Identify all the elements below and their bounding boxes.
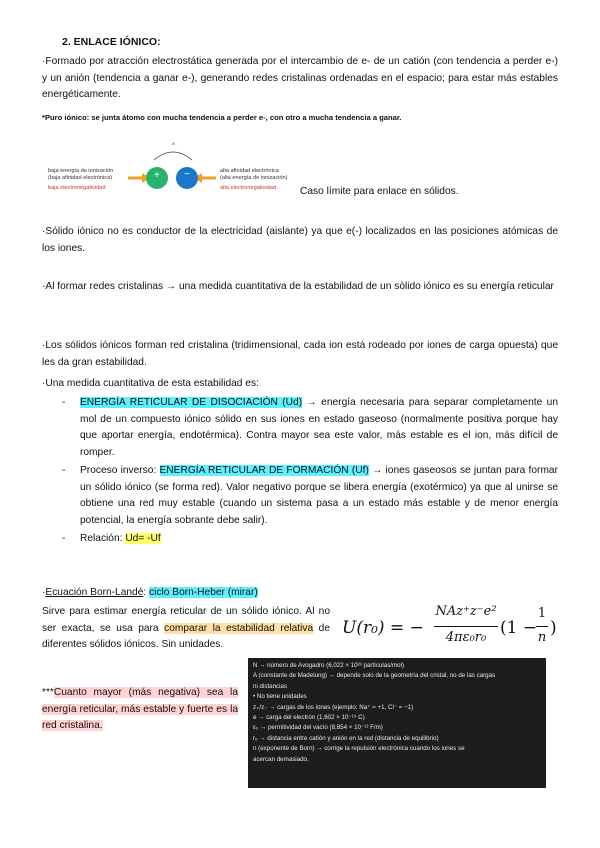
left-label-3: baja electronegatividad — [48, 185, 106, 191]
right-label-2: (alta energía de ionización) — [220, 175, 288, 181]
section-title: 2. ENLACE IÓNICO: — [62, 36, 161, 48]
transfer-arc — [154, 152, 192, 160]
formula-lhs: U(r₀) = − — [342, 618, 424, 638]
energy-list — [62, 395, 558, 548]
formula-denominator: 4πε₀r₀ — [445, 630, 487, 645]
left-label-1: baja energía de ionización — [48, 168, 114, 174]
intro-paragraph: ·Formado por atracción electrostática generada por el intercambio de e- de un catión (con tendencia a perder e-) y un anión (tendencia a ganar e-), generando redes cristalinas ordenadas en el espacio; para estar más estables energéticamente. — [42, 56, 558, 100]
redes-paragraph: ·Al formar redes cristalinas → una medida cuantitativa de la estabilidad de un sòlido iónico es su energía reticular — [42, 281, 554, 292]
formula-tail-bar — [536, 626, 548, 627]
legend-row: r₀ → distancia entre catión y anión en la red (distancia de equilibrio) — [253, 734, 439, 742]
legend-row: ε₀ → permitividad del vacío (8,854 × 10⁻¹² F/m) — [253, 724, 383, 732]
stability-highlight: Cuanto mayor (más negativa) sea la energía reticular, más estable y fuerte es la red cristalina. — [42, 687, 238, 731]
medida-paragraph: ·Una medida cuantitativa de esta estabilidad es: — [42, 378, 259, 389]
puro-ionico-note: *Puro iónico: se junta átomo con mucha tendencia a perder e-, con otro a mucha tendencia a ganar. — [42, 113, 402, 122]
legend-row: e → carga del electrón (1,602 × 10⁻¹⁹ C) — [253, 714, 365, 722]
solidos-paragraph: ·Los sólidos iónicos forman red cristalina (tridimensional, cada ion está rodeado por iones de carga opuesta) que les da gran estabilidad. — [42, 340, 558, 368]
arc-mark: ^ — [172, 143, 175, 149]
legend-row: acercan demasiado. — [253, 755, 309, 763]
born-description: Sirve para estimar energía reticular de un sólido iónico. Al no ser exacta, se usa para comparar la estabilidad relativa de diferentes sólidos iónicos. Sin unidades. — [42, 606, 330, 650]
formula-tail-close: ) — [550, 618, 557, 638]
list-item-formacion: - Proceso inverso: ENERGÍA RETICULAR DE FORMACIÓN (Uf) → iones gaseosos se juntan para formar un sólido iónico (se forma red). Valor negativo porque se libera energía (exotérmico) ya que al unirse se obtiene una red muy estable (cuando un sistema pasa a un estado más estable y de menor energía potencial, la energía sobrante debe salir). — [62, 465, 558, 526]
relacion-prefix: Relación: — [80, 533, 126, 544]
born-lande-formula — [340, 604, 560, 654]
right-label-1: alta afinidad electrónica — [220, 168, 279, 174]
list-item-disociacion: - ENERGÍA RETICULAR DE DISOCIACIÓN (Ud) → energía necesaria para separar completamente un mol de un compuesto iónico sólido en sus iones en estado gaseoso (normalmente positiva porque hay que aportar energía, endotérmica). Contra mayor sea este valor, más estable es el ion, más difícil de romper. — [62, 397, 559, 458]
ionic-bond-diagram — [46, 143, 296, 200]
formula-numerator: NAz⁺z⁻e² — [435, 604, 497, 619]
diagram-caption: Caso límite para enlace en sólidos. — [300, 186, 459, 197]
formacion-text: → iones gaseosos se juntan para formar un sólido iónico (se forma red). Valor negativo porque se libera energía (exotérmico) ya que al unirse se obtiene una red muy estable (cuando un sistema pasa a un estado más estable y de menor energía potencial, la energía sobrante debe salir). — [80, 465, 558, 526]
legend-row: A (constante de Madelung) → depende solo de la geometría del cristal, no de las cargas — [253, 672, 496, 680]
legend-row: N → número de Avogadro (6,022 × 10²³ partículas/mol) — [253, 662, 405, 669]
born-stability-note: ***Cuanto mayor (más negativa) sea la energía reticular, más estable y fuerte es la red cristalina. — [42, 687, 238, 731]
comparar-highlight: comparar la estabilidad relativa — [164, 622, 314, 634]
anion-sign: − — [184, 169, 190, 180]
cation-sign: + — [154, 170, 160, 181]
legend-row: • No tiene unidades — [253, 693, 307, 701]
formula-tail-open: (1 − — [500, 618, 538, 638]
left-label-2: (baja afinidad electrónica) — [48, 175, 113, 181]
legend-row: ni distancias — [253, 682, 288, 690]
inverso-prefix: Proceso inverso: — [80, 465, 160, 476]
legend-row: n (exponente de Born) → corrige la repulsión electrónica cuando los iones se — [253, 745, 465, 753]
list-item-relacion: - Relación: Ud= -Uf — [62, 533, 161, 544]
born-title-line: ·Ecuación Born-Landé: ciclo Born-Heber (mirar) — [42, 587, 258, 598]
formula-fraction-bar — [434, 626, 498, 627]
conductor-paragraph: ·Sólido iónico no es conductor de la electricidad (aislante) ya que e(-) localizados en las posiciones atómicas de los iones. — [42, 226, 558, 254]
formula-legend-box — [248, 658, 546, 788]
formacion-label: ENERGÍA RETICULAR DE FORMACIÓN (Uf) — [159, 465, 369, 476]
relacion-value: Ud= -Uf — [125, 533, 161, 544]
formula-tail-numerator: 1 — [537, 606, 547, 621]
ciclo-born-haber-note: ciclo Born-Heber (mirar) — [149, 587, 258, 598]
formula-tail-denominator: n — [537, 630, 547, 645]
legend-row: z₊/z₋ → cargas de los iones (ejemplo: Na⁺ = +1, Cl⁻ = −1) — [253, 703, 414, 711]
disociacion-text: → energía necesaria para separar completamente un mol de un compuesto iónico sólido en sus iones en estado gaseoso (normalmente positiva porque hay que aportar energía, endotérmica). Contra mayor sea este valor, más estable es el ion, más difícil de romper. — [80, 397, 559, 458]
born-lande-title: Ecuación Born-Landé — [45, 587, 144, 598]
right-label-3: alta electronegatividad — [220, 185, 276, 191]
disociacion-label: ENERGÍA RETICULAR DE DISOCIACIÓN (Ud) — [80, 397, 303, 408]
